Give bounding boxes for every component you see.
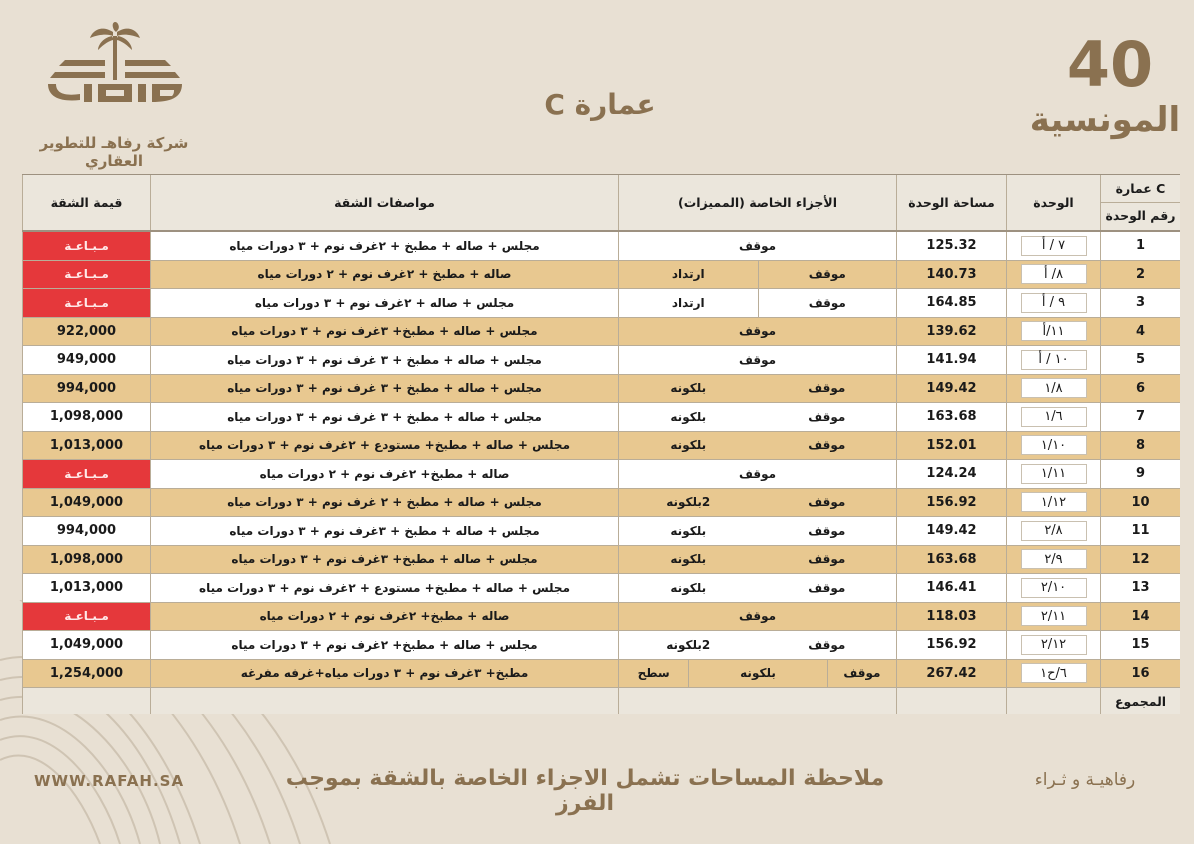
unit-spec: صاله + مطبخ+ ٢غرف نوم + ٢ دورات مياه bbox=[150, 603, 618, 631]
project-number: 40 bbox=[1066, 28, 1154, 101]
unit-spec: مجلس + صاله + مطبخ + ٢ غرف نوم + ٣ دورات مياه bbox=[150, 489, 618, 517]
feature-item: ارتداد bbox=[671, 267, 705, 282]
unit-price: 1,013,000 bbox=[22, 574, 150, 602]
feature-item: موقف bbox=[738, 609, 777, 624]
feature-item: بلكونه bbox=[670, 438, 707, 453]
unit-price: 1,098,000 bbox=[22, 546, 150, 574]
unit-price: 1,098,000 bbox=[22, 403, 150, 431]
unit-price bbox=[22, 460, 150, 488]
unit-number: 7 bbox=[1100, 403, 1180, 431]
table-row bbox=[22, 289, 1180, 318]
unit-features bbox=[618, 631, 896, 659]
unit-area: 156.92 bbox=[896, 489, 1006, 517]
unit-area: 149.42 bbox=[896, 375, 1006, 403]
unit-code-box: ١/٦ bbox=[1021, 407, 1087, 427]
feature-item: بلكونه bbox=[670, 409, 707, 424]
unit-price: 1,049,000 bbox=[22, 631, 150, 659]
header-unit: الوحدة bbox=[1006, 175, 1100, 230]
feature-item: موقف bbox=[808, 523, 846, 538]
feature-item: موقف bbox=[808, 637, 846, 652]
table-row bbox=[22, 574, 1180, 603]
unit-number: 16 bbox=[1100, 660, 1180, 688]
feature-item: موقف bbox=[808, 381, 846, 396]
unit-features bbox=[618, 517, 896, 545]
unit-code-box: ١١/أ bbox=[1021, 321, 1087, 341]
unit-features bbox=[618, 232, 896, 260]
feature-item: بلكونه bbox=[670, 381, 707, 396]
header-price: قيمة الشقة bbox=[22, 175, 150, 230]
unit-code-box: ١/١٠ bbox=[1021, 435, 1087, 455]
unit-spec: مجلس + صاله + مطبخ + ٣ غرف نوم + ٣ دورات مياه bbox=[150, 346, 618, 374]
unit-price: 949,000 bbox=[22, 346, 150, 374]
sold-badge: مـبـاعـة bbox=[23, 232, 150, 260]
total-area bbox=[896, 688, 1006, 714]
website-link[interactable]: WWW.RAFAH.SA bbox=[34, 772, 185, 790]
feature-item: ارتداد bbox=[671, 295, 705, 310]
unit-code-box: ٦/ح١ bbox=[1021, 663, 1087, 683]
table-row bbox=[22, 546, 1180, 575]
unit-spec: صاله + مطبخ + ٢غرف نوم + ٢ دورات مياه bbox=[150, 261, 618, 289]
unit-area: 156.92 bbox=[896, 631, 1006, 659]
unit-spec: مجلس + صاله + مطبخ+ مستودع + ٢غرف نوم + ٣ دورات مياه bbox=[150, 432, 618, 460]
company-name: شركة رفاهـ للتطوير العقاري bbox=[39, 134, 189, 170]
unit-code bbox=[1006, 318, 1100, 346]
unit-spec: مطبخ+ ٣غرف نوم + ٣ دورات مياه+غرفه مفرغه bbox=[150, 660, 618, 688]
footer-note: ملاحظة المساحات تشمل الاجزاء الخاصة بالشقة بموجب الفرز bbox=[285, 766, 885, 816]
unit-area: 149.42 bbox=[896, 517, 1006, 545]
units-table bbox=[22, 174, 1180, 714]
table-body bbox=[22, 232, 1180, 688]
table-row bbox=[22, 432, 1180, 461]
unit-area: 125.32 bbox=[896, 232, 1006, 260]
unit-spec: مجلس + صاله + مطبخ+ ٣غرف نوم + ٣ دورات مياه bbox=[150, 318, 618, 346]
feature-item: بلكونه bbox=[670, 580, 707, 595]
table-row bbox=[22, 318, 1180, 347]
unit-number: 1 bbox=[1100, 232, 1180, 260]
header-unit-number bbox=[1100, 175, 1180, 230]
unit-price bbox=[22, 603, 150, 631]
unit-features bbox=[618, 460, 896, 488]
unit-code-box: ٩ / أ bbox=[1021, 293, 1087, 313]
table-row bbox=[22, 460, 1180, 489]
unit-code bbox=[1006, 375, 1100, 403]
table-row bbox=[22, 631, 1180, 660]
unit-code-box: ١/١٢ bbox=[1021, 492, 1087, 512]
feature-item: بلكونه bbox=[670, 552, 707, 567]
unit-spec: مجلس + صاله + مطبخ+ مستودع + ٢غرف نوم + ٣ دورات مياه bbox=[150, 574, 618, 602]
total-spec bbox=[150, 688, 618, 714]
unit-code-box: ٢/٩ bbox=[1021, 549, 1087, 569]
unit-area: 163.68 bbox=[896, 546, 1006, 574]
unit-code bbox=[1006, 603, 1100, 631]
unit-features bbox=[618, 375, 896, 403]
feature-item: موقف bbox=[758, 261, 897, 289]
palm-logo-icon bbox=[40, 22, 190, 122]
unit-code-box: ٢/١١ bbox=[1021, 606, 1087, 626]
unit-features bbox=[618, 546, 896, 574]
header-building: عمارة C bbox=[1101, 176, 1180, 203]
brand-slogan: رفاهيـة و ثـراء bbox=[1034, 770, 1136, 790]
unit-price: 1,049,000 bbox=[22, 489, 150, 517]
unit-features bbox=[618, 660, 896, 688]
feature-item: موقف bbox=[758, 289, 897, 317]
feature-item: بلكونه bbox=[688, 660, 827, 688]
feature-item: موقف bbox=[827, 660, 896, 688]
unit-features bbox=[618, 346, 896, 374]
unit-spec: صاله + مطبخ+ ٢غرف نوم + ٢ دورات مياه bbox=[150, 460, 618, 488]
feature-item: موقف bbox=[808, 409, 846, 424]
unit-features bbox=[618, 289, 896, 317]
unit-spec: مجلس + صاله + مطبخ+ ٢غرف نوم + ٣ دورات مياه bbox=[150, 631, 618, 659]
unit-code bbox=[1006, 460, 1100, 488]
unit-number: 2 bbox=[1100, 261, 1180, 289]
total-row bbox=[22, 688, 1180, 714]
table-row bbox=[22, 261, 1180, 290]
total-unit bbox=[1006, 688, 1100, 714]
unit-number: 4 bbox=[1100, 318, 1180, 346]
unit-features bbox=[618, 489, 896, 517]
unit-number: 15 bbox=[1100, 631, 1180, 659]
unit-code-box: ١٠ / أ bbox=[1021, 350, 1087, 370]
table-row bbox=[22, 660, 1180, 689]
feature-item: موقف bbox=[808, 495, 846, 510]
unit-area: 140.73 bbox=[896, 261, 1006, 289]
unit-code bbox=[1006, 432, 1100, 460]
feature-item: موقف bbox=[808, 438, 846, 453]
unit-area: 164.85 bbox=[896, 289, 1006, 317]
unit-spec: مجلس + صاله + مطبخ + ٢غرف نوم + ٣ دورات مياه bbox=[150, 232, 618, 260]
table-row bbox=[22, 346, 1180, 375]
feature-item: موقف bbox=[738, 466, 777, 481]
unit-features bbox=[618, 403, 896, 431]
unit-code-box: ١/١١ bbox=[1021, 464, 1087, 484]
unit-spec: مجلس + صاله + مطبخ + ٣ غرف نوم + ٣ دورات مياه bbox=[150, 375, 618, 403]
sold-badge: مـبـاعـة bbox=[23, 261, 150, 289]
unit-features bbox=[618, 574, 896, 602]
total-features bbox=[618, 688, 896, 714]
table-row bbox=[22, 603, 1180, 632]
company-logo bbox=[14, 22, 214, 170]
sold-badge: مـبـاعـة bbox=[23, 289, 150, 317]
unit-price: 1,254,000 bbox=[22, 660, 150, 688]
unit-code bbox=[1006, 346, 1100, 374]
feature-item: 2بلكونه bbox=[666, 495, 711, 510]
feature-item: سطح bbox=[637, 666, 670, 681]
total-price bbox=[22, 688, 150, 714]
unit-number: 3 bbox=[1100, 289, 1180, 317]
unit-area: 163.68 bbox=[896, 403, 1006, 431]
unit-code-box: ١/٨ bbox=[1021, 378, 1087, 398]
unit-area: 152.01 bbox=[896, 432, 1006, 460]
unit-number: 11 bbox=[1100, 517, 1180, 545]
unit-spec: مجلس + صاله + مطبخ + ٣غرف نوم + ٣ دورات مياه bbox=[150, 517, 618, 545]
unit-code-box: ٢/٨ bbox=[1021, 521, 1087, 541]
unit-area: 146.41 bbox=[896, 574, 1006, 602]
feature-item: موقف bbox=[808, 580, 846, 595]
unit-area: 139.62 bbox=[896, 318, 1006, 346]
total-label: المجموع bbox=[1100, 688, 1180, 714]
feature-item: موقف bbox=[738, 238, 777, 253]
table-row bbox=[22, 489, 1180, 518]
unit-code-box: ٢/١٠ bbox=[1021, 578, 1087, 598]
unit-code bbox=[1006, 546, 1100, 574]
unit-area: 124.24 bbox=[896, 460, 1006, 488]
feature-item: موقف bbox=[738, 352, 777, 367]
header-spec: مواصفات الشقة bbox=[150, 175, 618, 230]
unit-code bbox=[1006, 631, 1100, 659]
unit-number: 8 bbox=[1100, 432, 1180, 460]
unit-price bbox=[22, 261, 150, 289]
unit-code bbox=[1006, 489, 1100, 517]
unit-code bbox=[1006, 660, 1100, 688]
table-row bbox=[22, 232, 1180, 261]
unit-code bbox=[1006, 261, 1100, 289]
unit-area: 267.42 bbox=[896, 660, 1006, 688]
unit-spec: مجلس + صاله + ٢غرف نوم + ٣ دورات مياه bbox=[150, 289, 618, 317]
unit-area: 141.94 bbox=[896, 346, 1006, 374]
unit-code bbox=[1006, 517, 1100, 545]
unit-number: 5 bbox=[1100, 346, 1180, 374]
unit-number: 14 bbox=[1100, 603, 1180, 631]
table-row bbox=[22, 517, 1180, 546]
feature-item: بلكونه bbox=[670, 523, 707, 538]
project-name: المونسية bbox=[1029, 100, 1181, 140]
sold-badge: مـبـاعـة bbox=[23, 603, 150, 631]
header-area: مساحة الوحدة bbox=[896, 175, 1006, 230]
unit-features bbox=[618, 603, 896, 631]
unit-spec: مجلس + صاله + مطبخ+ ٣غرف نوم + ٣ دورات مياه bbox=[150, 546, 618, 574]
header-unit-num: رقم الوحدة bbox=[1105, 208, 1176, 223]
feature-item: 2بلكونه bbox=[666, 637, 711, 652]
feature-item: موقف bbox=[738, 324, 777, 339]
unit-number: 13 bbox=[1100, 574, 1180, 602]
unit-code bbox=[1006, 232, 1100, 260]
unit-features bbox=[618, 261, 896, 289]
feature-item: موقف bbox=[808, 552, 846, 567]
unit-spec: مجلس + صاله + مطبخ + ٣ غرف نوم + ٣ دورات مياه bbox=[150, 403, 618, 431]
building-title: عمارة C bbox=[544, 88, 656, 121]
unit-number: 12 bbox=[1100, 546, 1180, 574]
unit-features bbox=[618, 432, 896, 460]
sold-badge: مـبـاعـة bbox=[23, 460, 150, 488]
table-row bbox=[22, 403, 1180, 432]
table-header bbox=[22, 174, 1180, 232]
unit-price bbox=[22, 232, 150, 260]
unit-code-box: ٧ / أ bbox=[1021, 236, 1087, 256]
unit-number: 9 bbox=[1100, 460, 1180, 488]
unit-code bbox=[1006, 574, 1100, 602]
header-features: الأجزاء الخاصة (المميزات) bbox=[618, 175, 896, 230]
unit-area: 118.03 bbox=[896, 603, 1006, 631]
unit-price: 1,013,000 bbox=[22, 432, 150, 460]
unit-number: 10 bbox=[1100, 489, 1180, 517]
unit-price: 994,000 bbox=[22, 517, 150, 545]
unit-price bbox=[22, 289, 150, 317]
table-row bbox=[22, 375, 1180, 404]
unit-code bbox=[1006, 289, 1100, 317]
unit-price: 994,000 bbox=[22, 375, 150, 403]
unit-price: 922,000 bbox=[22, 318, 150, 346]
unit-code-box: ٨/ أ bbox=[1021, 264, 1087, 284]
unit-features bbox=[618, 318, 896, 346]
unit-code bbox=[1006, 403, 1100, 431]
unit-code-box: ٢/١٢ bbox=[1021, 635, 1087, 655]
unit-number: 6 bbox=[1100, 375, 1180, 403]
